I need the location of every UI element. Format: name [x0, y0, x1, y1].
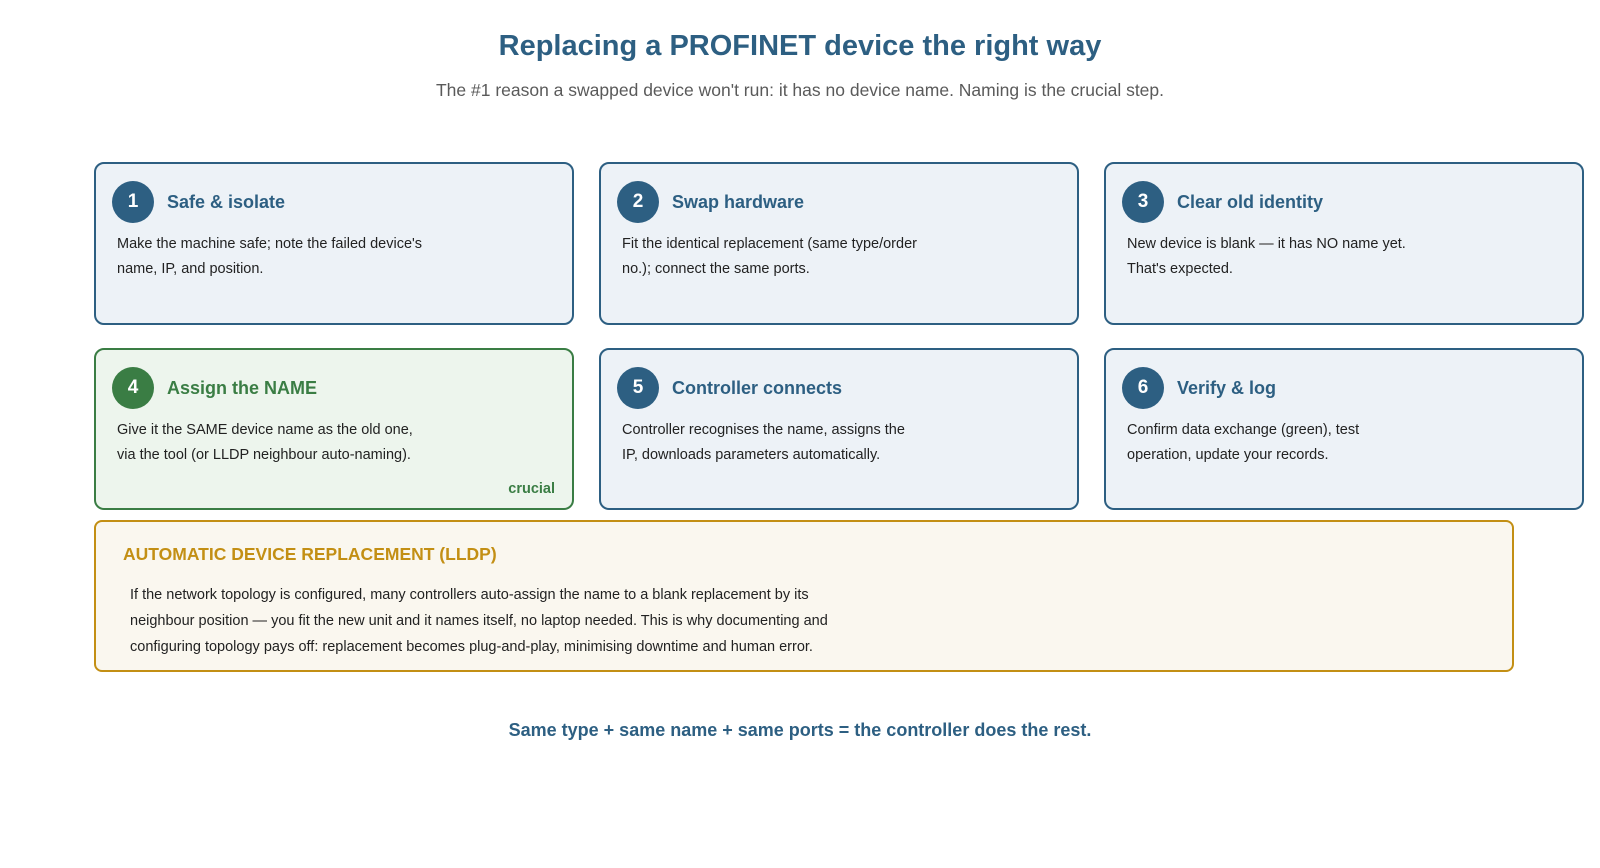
step-card-2 [599, 162, 1079, 325]
summary-footer: Same type + same name + same ports = the controller does the rest. [508, 720, 1092, 740]
crucial-tag: crucial [508, 481, 555, 497]
step-description: Give it the SAME device name as the old one, via the tool (or LLDP neighbour auto-naming). [117, 422, 413, 463]
step-card-6 [1104, 348, 1584, 510]
lldp-note-box [94, 520, 1514, 672]
step-title: Clear old identity [1177, 192, 1324, 212]
step-title: Controller connects [672, 378, 843, 398]
note-title: AUTOMATIC DEVICE REPLACEMENT (LLDP) [123, 544, 497, 564]
step-description: New device is blank — it has NO name yet. That's expected. [1127, 236, 1406, 277]
step-description: Controller recognises the name, assigns the IP, downloads parameters automatically. [622, 422, 905, 463]
step-description: Confirm data exchange (green), test operation, update your records. [1127, 422, 1360, 463]
step-title: Swap hardware [672, 192, 805, 212]
step-description: Fit the identical replacement (same type/order no.); connect the same ports. [622, 236, 917, 277]
step-number-badge: 2 [617, 181, 659, 223]
step-title: Safe & isolate [167, 192, 286, 212]
step-card-1 [94, 162, 574, 325]
step-card-4 [94, 348, 574, 510]
step-number-badge: 4 [112, 367, 154, 409]
step-description: Make the machine safe; note the failed device's name, IP, and position. [117, 236, 423, 277]
step-number-badge: 1 [112, 181, 154, 223]
step-card-5 [599, 348, 1079, 510]
step-number-badge: 6 [1122, 367, 1164, 409]
step-title: Verify & log [1177, 378, 1277, 398]
step-title: Assign the NAME [167, 378, 318, 398]
note-body: If the network topology is configured, many controllers auto-assign the name to a blank replacement by its neighbour position — you fit the new unit and it names itself, no laptop needed. This is why documenting and configuring topology pays off: replacement becomes plug-and-play, minimising downtime and human error. [130, 587, 828, 655]
step-number-badge: 5 [617, 367, 659, 409]
page-subtitle: The #1 reason a swapped device won't run: it has no device name. Naming is the crucial step. [435, 80, 1165, 100]
step-number-badge: 3 [1122, 181, 1164, 223]
page-title: Replacing a PROFINET device the right way [498, 30, 1102, 62]
step-card-3 [1104, 162, 1584, 325]
